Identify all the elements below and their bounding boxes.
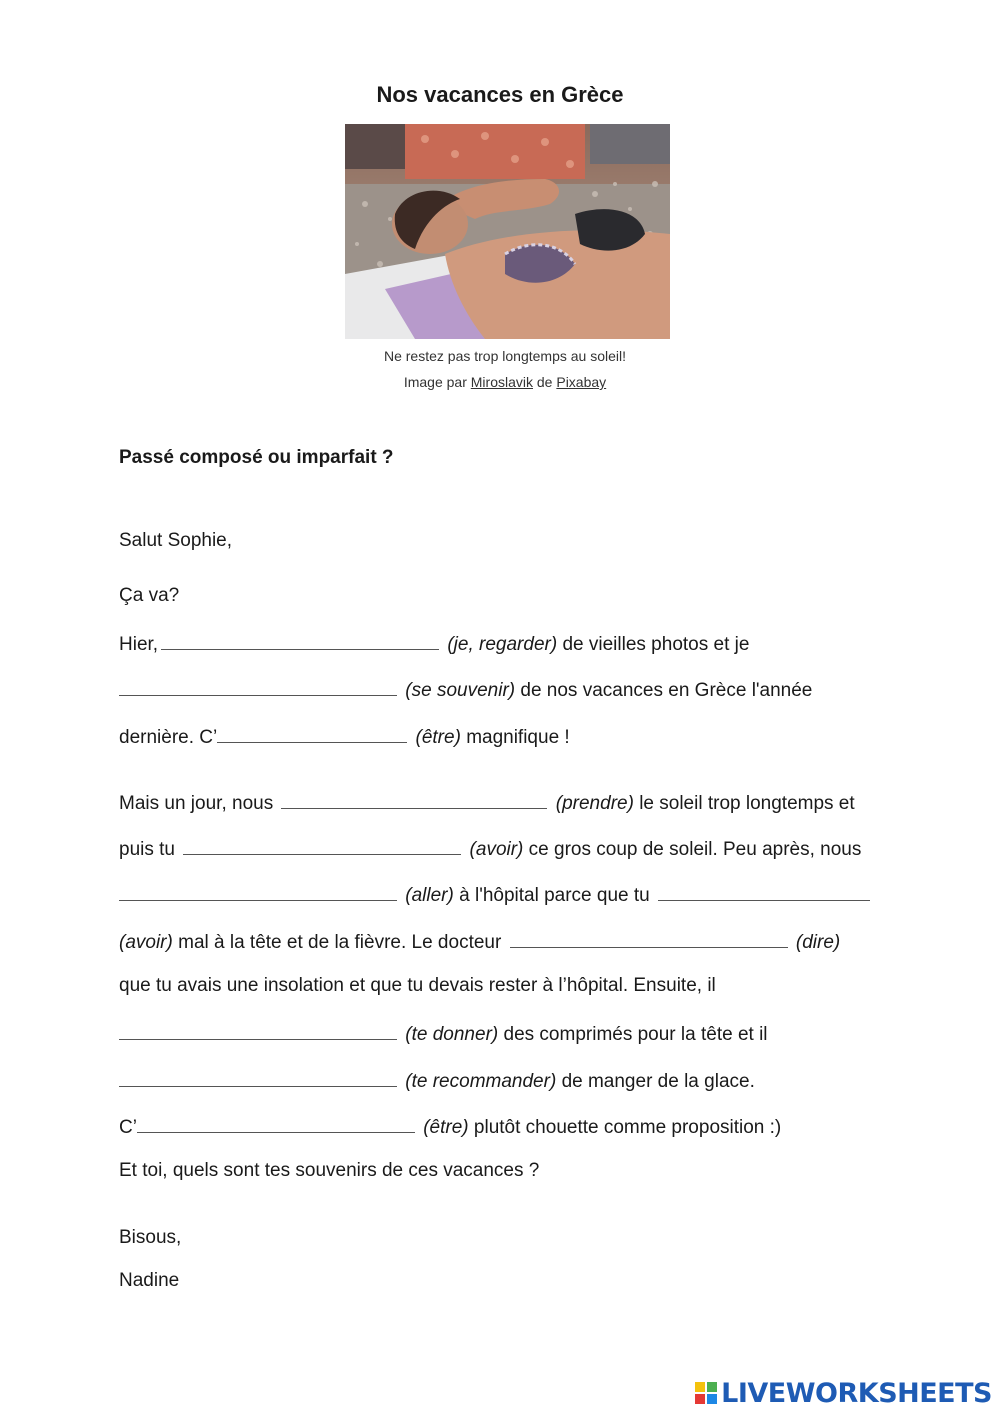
text: plutôt chouette comme proposition :) xyxy=(473,1117,782,1138)
letter-line-8: que tu avais une insolation et que tu devais rester à l’hôpital. Ensuite, il xyxy=(119,975,716,996)
answer-blank-8[interactable] xyxy=(510,929,788,948)
letter-line-2 xyxy=(119,677,812,702)
answer-blank-10[interactable] xyxy=(119,1068,397,1087)
letter-line-3 xyxy=(119,724,570,749)
credit-mid: de xyxy=(536,374,553,390)
author-link[interactable]: Miroslavik xyxy=(470,374,533,390)
text: de vieilles photos et je xyxy=(562,634,750,655)
pixabay-link[interactable]: Pixabay xyxy=(556,374,607,390)
verb-hint: (avoir) xyxy=(119,932,173,953)
verb-hint: (prendre) xyxy=(555,793,634,814)
text: de manger de la glace. xyxy=(561,1071,755,1092)
text: à l'hôpital parce que tu xyxy=(459,885,650,906)
verb-hint: (dire) xyxy=(795,932,841,953)
answer-blank-2[interactable] xyxy=(119,677,397,696)
answer-blank-1[interactable] xyxy=(161,631,439,650)
photo-credit xyxy=(0,374,1000,390)
exercise-heading: Passé composé ou imparfait ? xyxy=(119,447,394,468)
logo-cube xyxy=(707,1394,717,1404)
photo-caption: Ne restez pas trop longtemps au soleil! xyxy=(383,348,626,364)
text: magnifique ! xyxy=(466,727,570,748)
answer-blank-11[interactable] xyxy=(137,1114,415,1133)
letter-greeting: Salut Sophie, xyxy=(119,530,233,551)
letter-line-4 xyxy=(119,790,855,815)
liveworksheets-logo xyxy=(695,1378,992,1408)
answer-blank-6[interactable] xyxy=(119,882,397,901)
logo-text: LIVEWORKSHEETS xyxy=(721,1377,992,1409)
letter-signature: Nadine xyxy=(119,1270,180,1291)
text: des comprimés pour la tête et il xyxy=(503,1024,768,1045)
answer-blank-4[interactable] xyxy=(281,790,547,809)
verb-hint: (je, regarder) xyxy=(447,634,558,655)
verb-hint: (être) xyxy=(415,727,461,748)
text: ce gros coup de soleil. Peu après, nous xyxy=(528,839,862,860)
text: de nos vacances en Grèce l'année xyxy=(520,680,813,701)
answer-blank-9[interactable] xyxy=(119,1021,397,1040)
answer-blank-5[interactable] xyxy=(183,836,461,855)
verb-hint: (te donner) xyxy=(405,1024,499,1045)
verb-hint: (aller) xyxy=(405,885,454,906)
logo-cube xyxy=(695,1394,705,1404)
text: C’ xyxy=(119,1117,137,1138)
text: dernière. C’ xyxy=(119,727,218,748)
letter-line-9 xyxy=(119,1021,768,1046)
answer-blank-3[interactable] xyxy=(217,724,407,743)
letter-line-10 xyxy=(119,1068,755,1093)
logo-cubes-icon xyxy=(695,1382,717,1404)
text: Mais un jour, nous xyxy=(119,793,274,814)
text: mal à la tête et de la fièvre. Le docteur xyxy=(178,932,502,953)
beach-photo xyxy=(345,124,670,339)
logo-cube xyxy=(695,1382,705,1392)
verb-hint: (te recommander) xyxy=(405,1071,557,1092)
verb-hint: (se souvenir) xyxy=(405,680,516,701)
letter-line-1 xyxy=(119,631,749,656)
text: le soleil trop longtemps et xyxy=(639,793,855,814)
verb-hint: (être) xyxy=(423,1117,469,1138)
letter-line-12: Et toi, quels sont tes souvenirs de ces vacances ? xyxy=(119,1160,540,1181)
answer-blank-7[interactable] xyxy=(658,882,870,901)
text: Hier, xyxy=(119,634,159,655)
credit-prefix: Image par xyxy=(403,374,467,390)
letter-line-5 xyxy=(119,836,861,861)
letter-line-11 xyxy=(119,1114,781,1139)
verb-hint: (avoir) xyxy=(469,839,524,860)
letter-closing: Bisous, xyxy=(119,1227,182,1248)
letter-cava: Ça va? xyxy=(119,585,180,606)
page-title: Nos vacances en Grèce xyxy=(376,82,624,107)
text: puis tu xyxy=(119,839,175,860)
logo-cube xyxy=(707,1382,717,1392)
letter-line-7 xyxy=(119,929,840,954)
letter-line-6 xyxy=(119,882,873,907)
